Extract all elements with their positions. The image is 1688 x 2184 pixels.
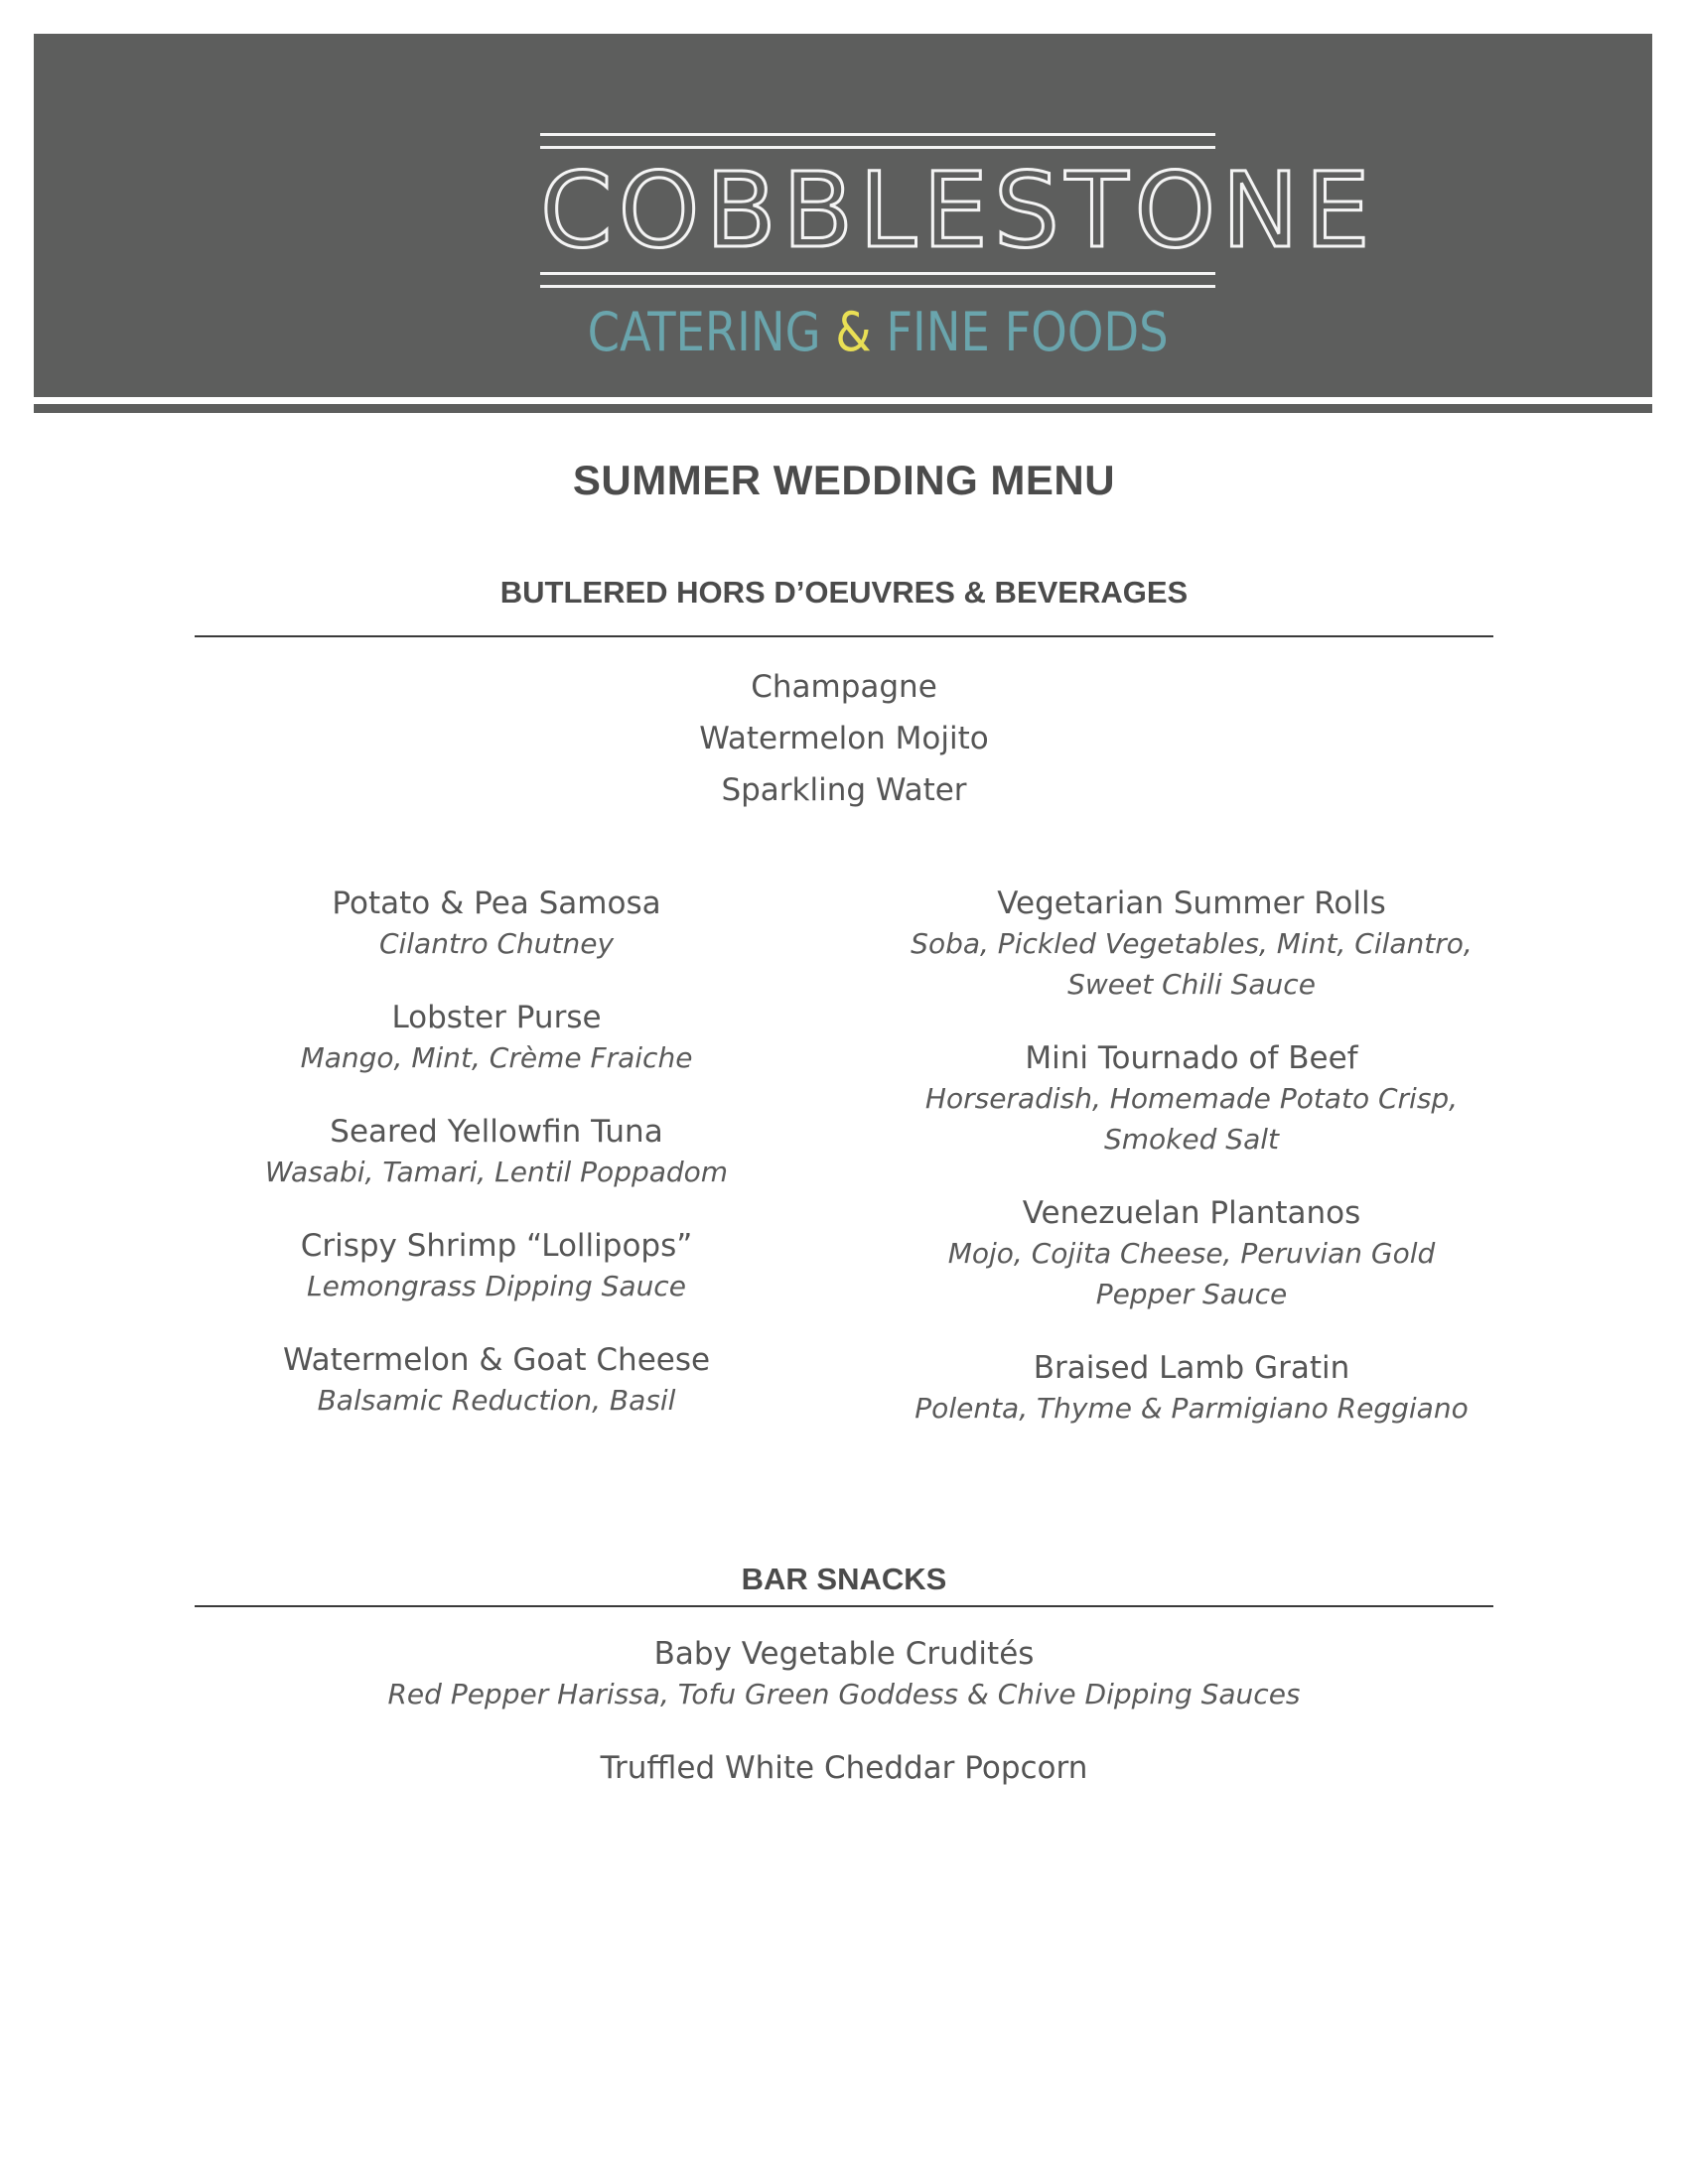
menu-item [874, 1348, 1509, 1429]
beverage-item: Sparkling Water [721, 772, 967, 808]
menu-item-name: Seared Yellowfin Tuna [330, 1114, 663, 1150]
menu-item [0, 1634, 1688, 1714]
menu-item-description: Mojo, Cojita Cheese, Peruvian Gold [947, 1237, 1436, 1270]
menu-item-name: Mini Tournado of Beef [1025, 1040, 1358, 1076]
section-divider-hors-doeuvres [195, 635, 1493, 637]
tagline-part-2: FINE FOODS [871, 301, 1169, 363]
menu-item-description: Mango, Mint, Crème Fraiche [300, 1041, 693, 1074]
menu-item [199, 884, 794, 964]
menu-item-name: Potato & Pea Samosa [332, 886, 661, 921]
brand-logo-wordmark: COBBLESTONE [540, 150, 1376, 271]
page-title: SUMMER WEDDING MENU [572, 457, 1116, 503]
logo-rule-top-1 [540, 133, 1215, 136]
menu-item-description: Smoked Salt [1104, 1123, 1279, 1156]
menu-item-description: Soba, Pickled Vegetables, Mint, Cilantro, [911, 927, 1473, 960]
beverage-item: Watermelon Mojito [699, 721, 989, 756]
menu-item [199, 1340, 794, 1421]
menu-item [0, 1748, 1688, 1788]
menu-item-description: Pepper Sauce [1095, 1278, 1288, 1310]
beverage-item: Champagne [751, 669, 937, 705]
menu-item [874, 1038, 1509, 1160]
menu-item-description: Sweet Chili Sauce [1067, 968, 1316, 1001]
beverage-list [0, 661, 1688, 816]
menu-item-description: Cilantro Chutney [378, 927, 615, 960]
menu-item-name: Truffled White Cheddar Popcorn [600, 1750, 1088, 1786]
menu-item-name: Vegetarian Summer Rolls [997, 886, 1386, 921]
logo-rule-bottom-1 [540, 272, 1215, 275]
menu-column-right [874, 884, 1509, 1462]
bar-snacks-list [0, 1634, 1688, 1822]
menu-item-name: Braised Lamb Gratin [1033, 1350, 1350, 1386]
menu-item-name: Crispy Shrimp “Lollipops” [300, 1228, 693, 1264]
menu-item-description: Wasabi, Tamari, Lentil Poppadom [264, 1156, 729, 1188]
menu-item-description: Horseradish, Homemade Potato Crisp, [924, 1082, 1459, 1115]
section-title-bar-snacks: BAR SNACKS [741, 1562, 947, 1596]
brand-tagline [588, 300, 1169, 365]
menu-item-description: Red Pepper Harissa, Tofu Green Goddess & Chive Dipping Sauces [387, 1678, 1301, 1710]
menu-item [199, 1226, 794, 1306]
menu-item-description: Polenta, Thyme & Parmigiano Reggiano [914, 1392, 1469, 1425]
tagline-ampersand: & [835, 301, 872, 363]
menu-item-name: Lobster Purse [391, 1000, 602, 1035]
logo-rule-bottom-2 [540, 285, 1215, 288]
menu-item [199, 1112, 794, 1192]
menu-item [199, 998, 794, 1078]
menu-item [874, 884, 1509, 1005]
menu-item-name: Venezuelan Plantanos [1022, 1195, 1361, 1231]
logo-rule-top-2 [540, 146, 1215, 149]
menu-item-name: Baby Vegetable Crudités [653, 1636, 1035, 1672]
menu-item-description: Balsamic Reduction, Basil [317, 1384, 676, 1417]
menu-item [874, 1193, 1509, 1314]
menu-item-name: Watermelon & Goat Cheese [282, 1342, 711, 1378]
section-divider-bar-snacks [195, 1605, 1493, 1607]
section-title-hors-doeuvres: BUTLERED HORS D’OEUVRES & BEVERAGES [499, 575, 1189, 610]
tagline-part-1: CATERING [587, 301, 836, 363]
menu-column-left [199, 884, 794, 1454]
header-banner [34, 34, 1652, 397]
menu-item-description: Lemongrass Dipping Sauce [307, 1270, 686, 1302]
header-underline [34, 404, 1652, 413]
